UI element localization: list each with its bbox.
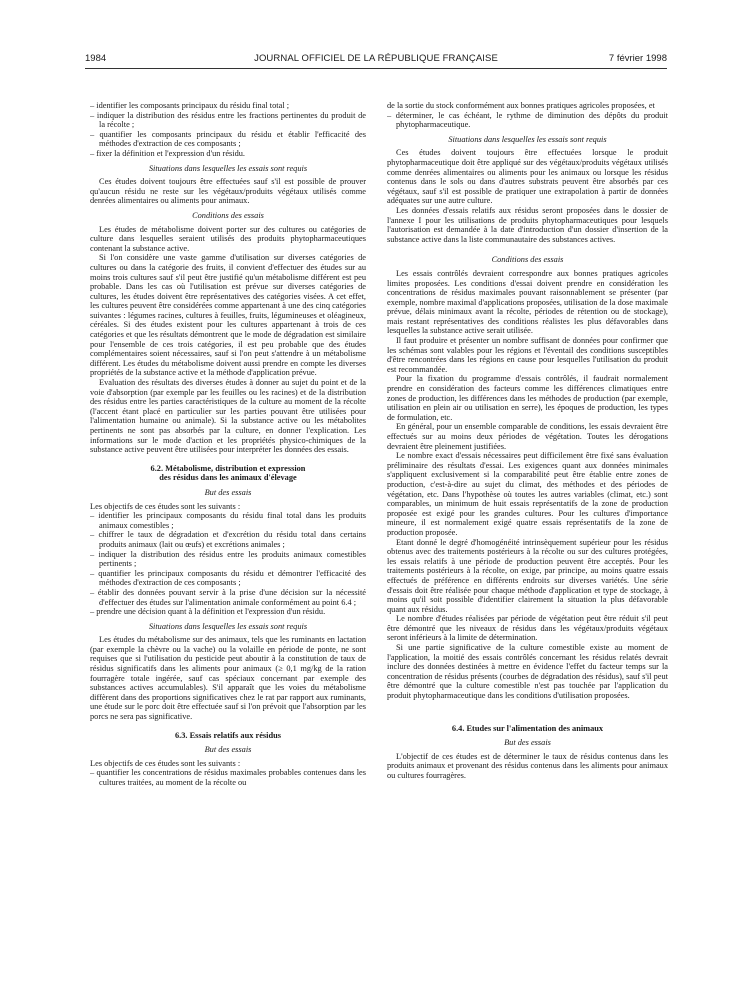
- list-item: – prendre une décision quant à la définition et l'expression d'un résidu.: [90, 607, 326, 617]
- subheading: Situations dans lesquelles les essais sont requis: [148, 621, 308, 631]
- subheading: Conditions des essais: [192, 210, 264, 220]
- paragraph: Les données d'essais relatifs aux résidus seront proposées dans le dossier de l'annexe I pour les utilisations de produits phytopharmaceutiques pour lesquels l'autorisation est demandée à la date d'introduction d'un dossier d'insertion de la substance active dans la liste communautaire des substances actives.: [387, 205, 668, 244]
- section-heading-6-4: 6.4. Etudes sur l'alimentation des animaux: [451, 723, 604, 733]
- page-header: [85, 53, 667, 69]
- objectives-list-6-1: [90, 101, 366, 159]
- paragraph: En général, pour un ensemble comparable de conditions, les essais devraient être effectués sur au moins deux périodes de végétation. Toutes les dérogations devraient être pleinement justifiées.: [387, 422, 668, 451]
- section-heading-line: 6.2. Métabolisme, distribution et expression: [150, 463, 306, 473]
- subheading: But des essais: [204, 487, 252, 497]
- paragraph: Les études de métabolisme doivent porter sur des cultures ou catégories de culture dans lesquelles seraient utilisés des produits phytopharmaceutiques contenant la substance active.: [90, 224, 366, 253]
- list-item: – indiquer la distribution des résidus entre les produits animaux comestibles pertinents ;: [90, 549, 366, 569]
- objectives-list-6-2: [90, 511, 366, 617]
- page-number: 1984: [85, 53, 107, 64]
- objectives-list-6-3-continued: [387, 101, 668, 130]
- section-heading-6-3: 6.3. Essais relatifs aux résidus: [174, 730, 281, 740]
- list-item: – établir des données pouvant servir à la prise d'une décision sur la nécessité d'effectuer des études sur l'alimentation animale conformément au point 6.4 ;: [90, 587, 366, 607]
- paragraph: Pour la fixation du programme d'essais contrôlés, il faudrait normalement prendre en considération des facteurs comme les différences climatiques entre zones de production, les différences dans les méthodes de production (par exemple, utilisation en plein air ou utilisation en serre), les époques de production, les types de formulation, etc.: [387, 374, 668, 422]
- paragraph: Si l'on considère une vaste gamme d'utilisation sur diverses catégories de cultures ou dans la catégorie des fruits, il convient d'effectuer des études sur au moins trois cultures sauf s'il peut être justifié qu'un métabolisme différent est peu probable. Dans les cas où l'utilisation est prévue sur diverses catégories de cultures, les études doivent être représentatives des catégories visées. A cet effet, les cultures peuvent être considérées comme appartenant à une des cinq catégories suivantes : légumes racines, cultures à feuilles, fruits, légumineuses et oléagineux, céréales. Si des études existent pour les cultures appartenant à trois de ces catégories et que les résultats démontrent que le mode de dégradation est similaire pour l'ensemble de ces trois catégories, il est peu probable que des études complémentaires soient nécessaires, sauf si l'on peut s'attendre à un métabolisme différent. Les études du métabolisme doivent aussi prendre en compte les diverses propriétés de la substance active et la méthode d'application prévue.: [90, 253, 366, 378]
- right-column: [387, 101, 668, 981]
- paragraph: Evaluation des résultats des diverses études à donner au sujet du point et de la voie d'absorption (par exemple par les feuilles ou les racines) et de la distribution des résidus entre les parties caractéristiques de la culture au moment de la récolte (l'accent étant placé en particulier sur les parties pouvant être utilisées pour l'alimentation humaine ou animale). Si la substance active ou les métabolites pertinents ne sont pas absorbés par la culture, en donner l'explication. Les informations sur le mode d'action et les propriétés physico-chimiques de la substance active peuvent être utilisées pour interpréter les données des essais.: [90, 378, 366, 455]
- paragraph: Etant donné le degré d'homogénéité intrinsèquement supérieur pour les résidus obtenus avec des traitements postérieurs à la récolte ou sur des cultures protégées, les essais relatifs à une période de production peuvent être acceptés. Pour les traitements postérieurs à la récolte, on exige, par principe, au moins quatre essais effectués de préférence en différents endroits sur diverses variétés. Une série d'essais doit être réalisée pour chaque méthode d'application et type de stockage, à moins qu'il soit possible d'identifier clairement la situation la plus défavorable quant aux résidus.: [387, 537, 668, 614]
- header-rule: [85, 68, 667, 69]
- subheading: But des essais: [204, 745, 252, 755]
- subheading: But des essais: [504, 738, 551, 748]
- objectives-list-6-3: [90, 768, 366, 787]
- left-column: [90, 101, 366, 981]
- list-item: – déterminer, le cas échéant, le rythme de diminution des dépôts du produit phytopharmaceutique.: [387, 110, 668, 130]
- subheading: Situations dans lesquelles les essais sont requis: [448, 134, 607, 144]
- list-item: – quantifier les principaux composants du résidu et démontrer l'efficacité des méthodes d'extraction de ces composants ;: [90, 568, 366, 588]
- list-item: – quantifier les composants principaux du résidu et établir l'efficacité des méthodes d'extraction de ces composants ;: [90, 129, 366, 149]
- list-item: – identifier les principaux composants du résidu final total dans les produits animaux comestibles ;: [90, 511, 366, 530]
- paragraph: Si une partie significative de la culture comestible existe au moment de l'application, la moitié des essais contrôlés concernant les résidus relatés devrait inclure des données destinées à mettre en évidence l'effet du facteur temps sur la concentration de résidus présents (courbes de dégradation des résidus), sauf s'il peut être démontré que la culture comestible n'est pas touchée par l'application du produit phytopharmaceutique dans les conditions d'utilisation proposées.: [387, 643, 668, 701]
- list-item: – chiffrer le taux de dégradation et d'excrétion du résidu total dans certains produits animaux (lait ou œufs) et excrétions animales ;: [90, 530, 366, 549]
- paragraph: Les études du métabolisme sur des animaux, tels que les ruminants en lactation (par exemple la chèvre ou la vache) ou la volaille en période de ponte, ne sont requises que si l'utilisation du pesticide peut aboutir à la constitution de taux de résidus significatifs dans les aliments pour animaux (≥ 0,1 mg/kg de la ration fourragère totale ingérée, sauf cas spéciaux concernant par exemple des substances actives accumulables). S'il apparaît que les voies du métabolisme diffèrent dans des proportions significatives chez le rat par rapport aux ruminants, une étude sur le porc doit être effectuée sauf si l'on prévoit que l'absorption par les porcs ne sera pas significative.: [90, 635, 366, 722]
- list-item: – identifier les composants principaux du résidu final total ;: [90, 101, 290, 110]
- section-heading-line: des résidus dans les animaux d'élevage: [159, 473, 297, 483]
- subheading: Conditions des essais: [491, 255, 564, 265]
- paragraph: Les objectifs de ces études sont les suivants :: [90, 758, 241, 768]
- section-heading-6-2: [90, 464, 366, 483]
- list-item: – quantifier les concentrations de résidus maximales probables contenues dans les cultures traitées, au moment de la récolte ou: [90, 768, 366, 787]
- paragraph: Le nombre exact d'essais nécessaires peut difficilement être fixé sans évaluation préliminaire des résultats d'essai. Les exigences quant aux données minimales s'appliquent exclusivement si la comparabilité peut être établie entre zones de production, c'est-à-dire au sujet du climat, des méthodes et des périodes de végétation, etc. Dans l'hypothèse où toutes les autres variables (climat, etc.) sont comparables, un minimum de huit essais représentatifs de la zone de production proposée est exigé pour les grandes cultures. Pour les cultures d'importance mineure, il est normalement exigé quatre essais représentatifs de la zone de production proposée.: [387, 451, 668, 537]
- paragraph: Ces études doivent toujours être effectuées lorsque le produit phytopharmaceutique doit être appliqué sur des végétaux/produits végétaux utilisés comme denrées alimentaires ou aliments pour les animaux ou lorsque les résidus contenus dans le sols ou dans d'autres substrats peuvent être absorbés par ces végétaux, sauf s'il est possible de pratiquer une extrapolation à partir de données adéquates sur une autre culture.: [387, 148, 668, 206]
- subheading: Situations dans lesquelles les essais sont requis: [148, 163, 308, 173]
- paragraph: Il faut produire et présenter un nombre suffisant de données pour confirmer que les schémas sont valables pour les régions et l'éventail des conditions susceptibles d'être rencontrées dans les régions en cause pour lesquelles l'utilisation du produit est recommandée.: [387, 336, 668, 374]
- publication-date: 7 février 1998: [608, 53, 667, 64]
- list-item: – fixer la définition et l'expression d'un résidu.: [90, 148, 246, 158]
- list-item: – indiquer la distribution des résidus entre les fractions pertinentes du produit de la récolte ;: [90, 110, 366, 130]
- list-item: de la sortie du stock conformément aux bonnes pratiques agricoles proposées, et: [387, 101, 655, 110]
- journal-title: JOURNAL OFFICIEL DE LA RÉPUBLIQUE FRANÇAISE: [254, 53, 498, 64]
- paragraph: Ces études doivent toujours être effectuées sauf s'il est possible de prouver qu'aucun résidu ne reste sur les végétaux/produits végétaux utilisés comme denrées alimentaires ou aliments pour animaux.: [90, 177, 366, 206]
- paragraph: Les essais contrôlés devraient correspondre aux bonnes pratiques agricoles limites proposées. Les conditions d'essai doivent prendre en considération les concentrations de résidus maximales pouvant raisonnablement se présenter (par exemple, nombre maximal d'applications proposées, utilisation de la dose maximale prévue, délais minimaux avant la récolte, périodes de rétention ou de stockage), mais restant représentatives des conditions réalistes les plus défavorables dans lesquelles la substance active serait utilisée.: [387, 268, 668, 336]
- paragraph: L'objectif de ces études est de déterminer le taux de résidus contenus dans les produits animaux et provenant des résidus contenus dans les aliments pour animaux ou cultures fourragères.: [387, 751, 668, 780]
- paragraph: Le nombre d'études réalisées par période de végétation peut être réduit s'il peut être démontré que les niveaux de résidus dans les végétaux/produits végétaux seront inférieurs à la limite de détermination.: [387, 614, 668, 643]
- paragraph: Les objectifs de ces études sont les suivants :: [90, 501, 241, 511]
